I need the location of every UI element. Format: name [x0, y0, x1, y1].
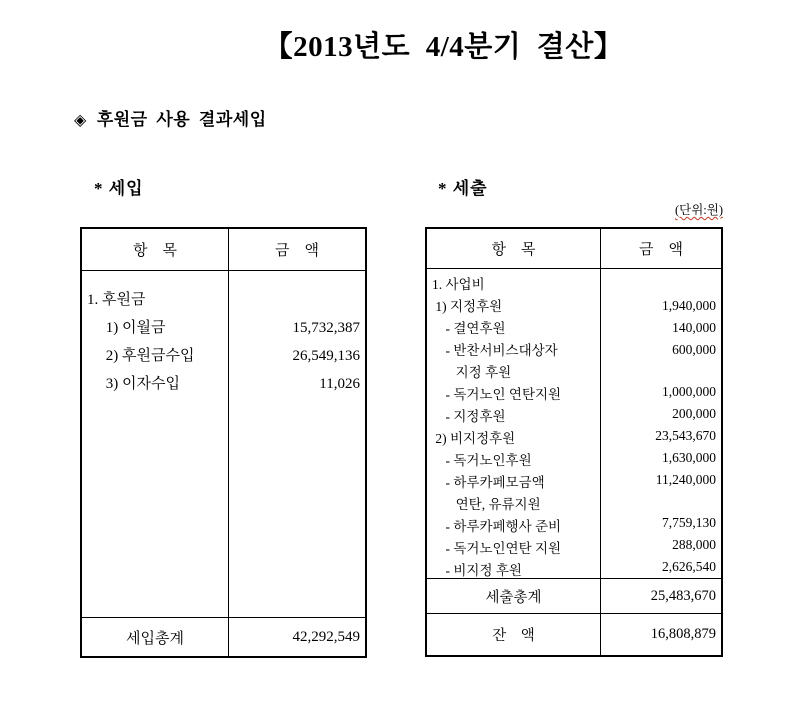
table-row-amount: 140,000	[672, 319, 716, 335]
column-header-amount: 금 액	[275, 243, 319, 259]
table-row-amount: 1,630,000	[662, 450, 716, 466]
column-header-item: 항 목	[82, 229, 229, 270]
table-row-item: 1. 후원금	[87, 292, 146, 308]
table-row-item: 1. 사업비	[432, 277, 485, 292]
revenue-table-header	[82, 229, 365, 271]
expenditure-amount-column	[601, 269, 721, 578]
revenue-table-body	[82, 271, 365, 617]
expenditure-total-amount: 25,483,670	[650, 587, 716, 604]
table-row-amount	[229, 286, 365, 314]
table-row-amount: 1,940,000	[662, 297, 716, 313]
table-row-item: - 하루카페모금액	[432, 475, 545, 490]
section-heading	[74, 105, 267, 130]
expenditure-table	[425, 227, 723, 657]
diamond-bullet-icon: ◈	[74, 112, 87, 129]
table-row-amount: 15,732,387	[292, 320, 360, 336]
table-row-amount: 11,026	[319, 376, 360, 392]
section-heading-text: 후원금 사용 결과세입	[96, 110, 267, 129]
table-row-amount: 7,759,130	[662, 515, 716, 531]
table-row-item: 지정 후원	[432, 365, 512, 380]
table-row-item: - 하루카페행사 준비	[432, 519, 562, 534]
balance-label: 잔 액	[427, 614, 601, 655]
table-row-amount: 200,000	[672, 406, 716, 422]
expenditure-total-row	[427, 578, 721, 613]
table-row-item: 2) 비지정후원	[432, 431, 516, 446]
balance-row	[427, 613, 721, 655]
revenue-table	[80, 227, 367, 658]
unit-note: (단위:원)	[674, 203, 723, 217]
table-row-amount: 288,000	[672, 537, 716, 553]
page-title: 【2013년도 4/4분기 결산】	[263, 31, 624, 63]
expenditure-label: * 세출	[438, 179, 488, 198]
table-row-item: - 독거노인후원	[432, 453, 532, 468]
expenditure-item-column	[427, 269, 601, 578]
revenue-total-amount: 42,292,549	[292, 628, 360, 645]
column-header-item: 항 목	[427, 229, 601, 268]
table-row-item: - 비지정 후원	[432, 563, 522, 578]
revenue-total-row	[82, 617, 365, 656]
table-row-item: - 독거노인연탄 지원	[432, 541, 562, 556]
expenditure-total-label: 세출총계	[427, 579, 601, 613]
revenue-item-column	[82, 271, 229, 617]
table-row-amount: 23,543,670	[655, 428, 716, 444]
table-row-item: - 결연후원	[432, 321, 506, 336]
table-row-amount: 2,626,540	[662, 559, 716, 575]
table-row-amount: 26,549,136	[292, 348, 360, 364]
table-row-amount: 1,000,000	[662, 384, 716, 400]
table-row-amount: 11,240,000	[655, 472, 716, 488]
table-row-amount	[601, 274, 721, 295]
column-header-amount: 금 액	[639, 242, 683, 258]
table-row-amount: 600,000	[672, 341, 716, 357]
expenditure-table-header	[427, 229, 721, 269]
table-row-amount	[601, 361, 721, 382]
revenue-amount-column	[229, 271, 365, 617]
revenue-label: * 세입	[94, 179, 144, 198]
table-row-item: - 독거노인 연탄지원	[432, 387, 562, 402]
expenditure-table-body	[427, 269, 721, 578]
table-row-item: 1) 이월금	[87, 320, 166, 336]
table-row-amount	[601, 491, 721, 512]
table-row-item: 3) 이자수입	[87, 376, 180, 392]
revenue-total-label: 세입총계	[82, 618, 229, 656]
table-row-item: - 반찬서비스대상자	[432, 343, 558, 358]
table-row-item: - 지정후원	[432, 409, 506, 424]
balance-amount: 16,808,879	[650, 626, 716, 642]
table-row-item: 2) 후원금수입	[87, 348, 195, 364]
table-row-item: 1) 지정후원	[432, 299, 503, 314]
table-row-item: 연탄, 유류지원	[432, 497, 541, 512]
